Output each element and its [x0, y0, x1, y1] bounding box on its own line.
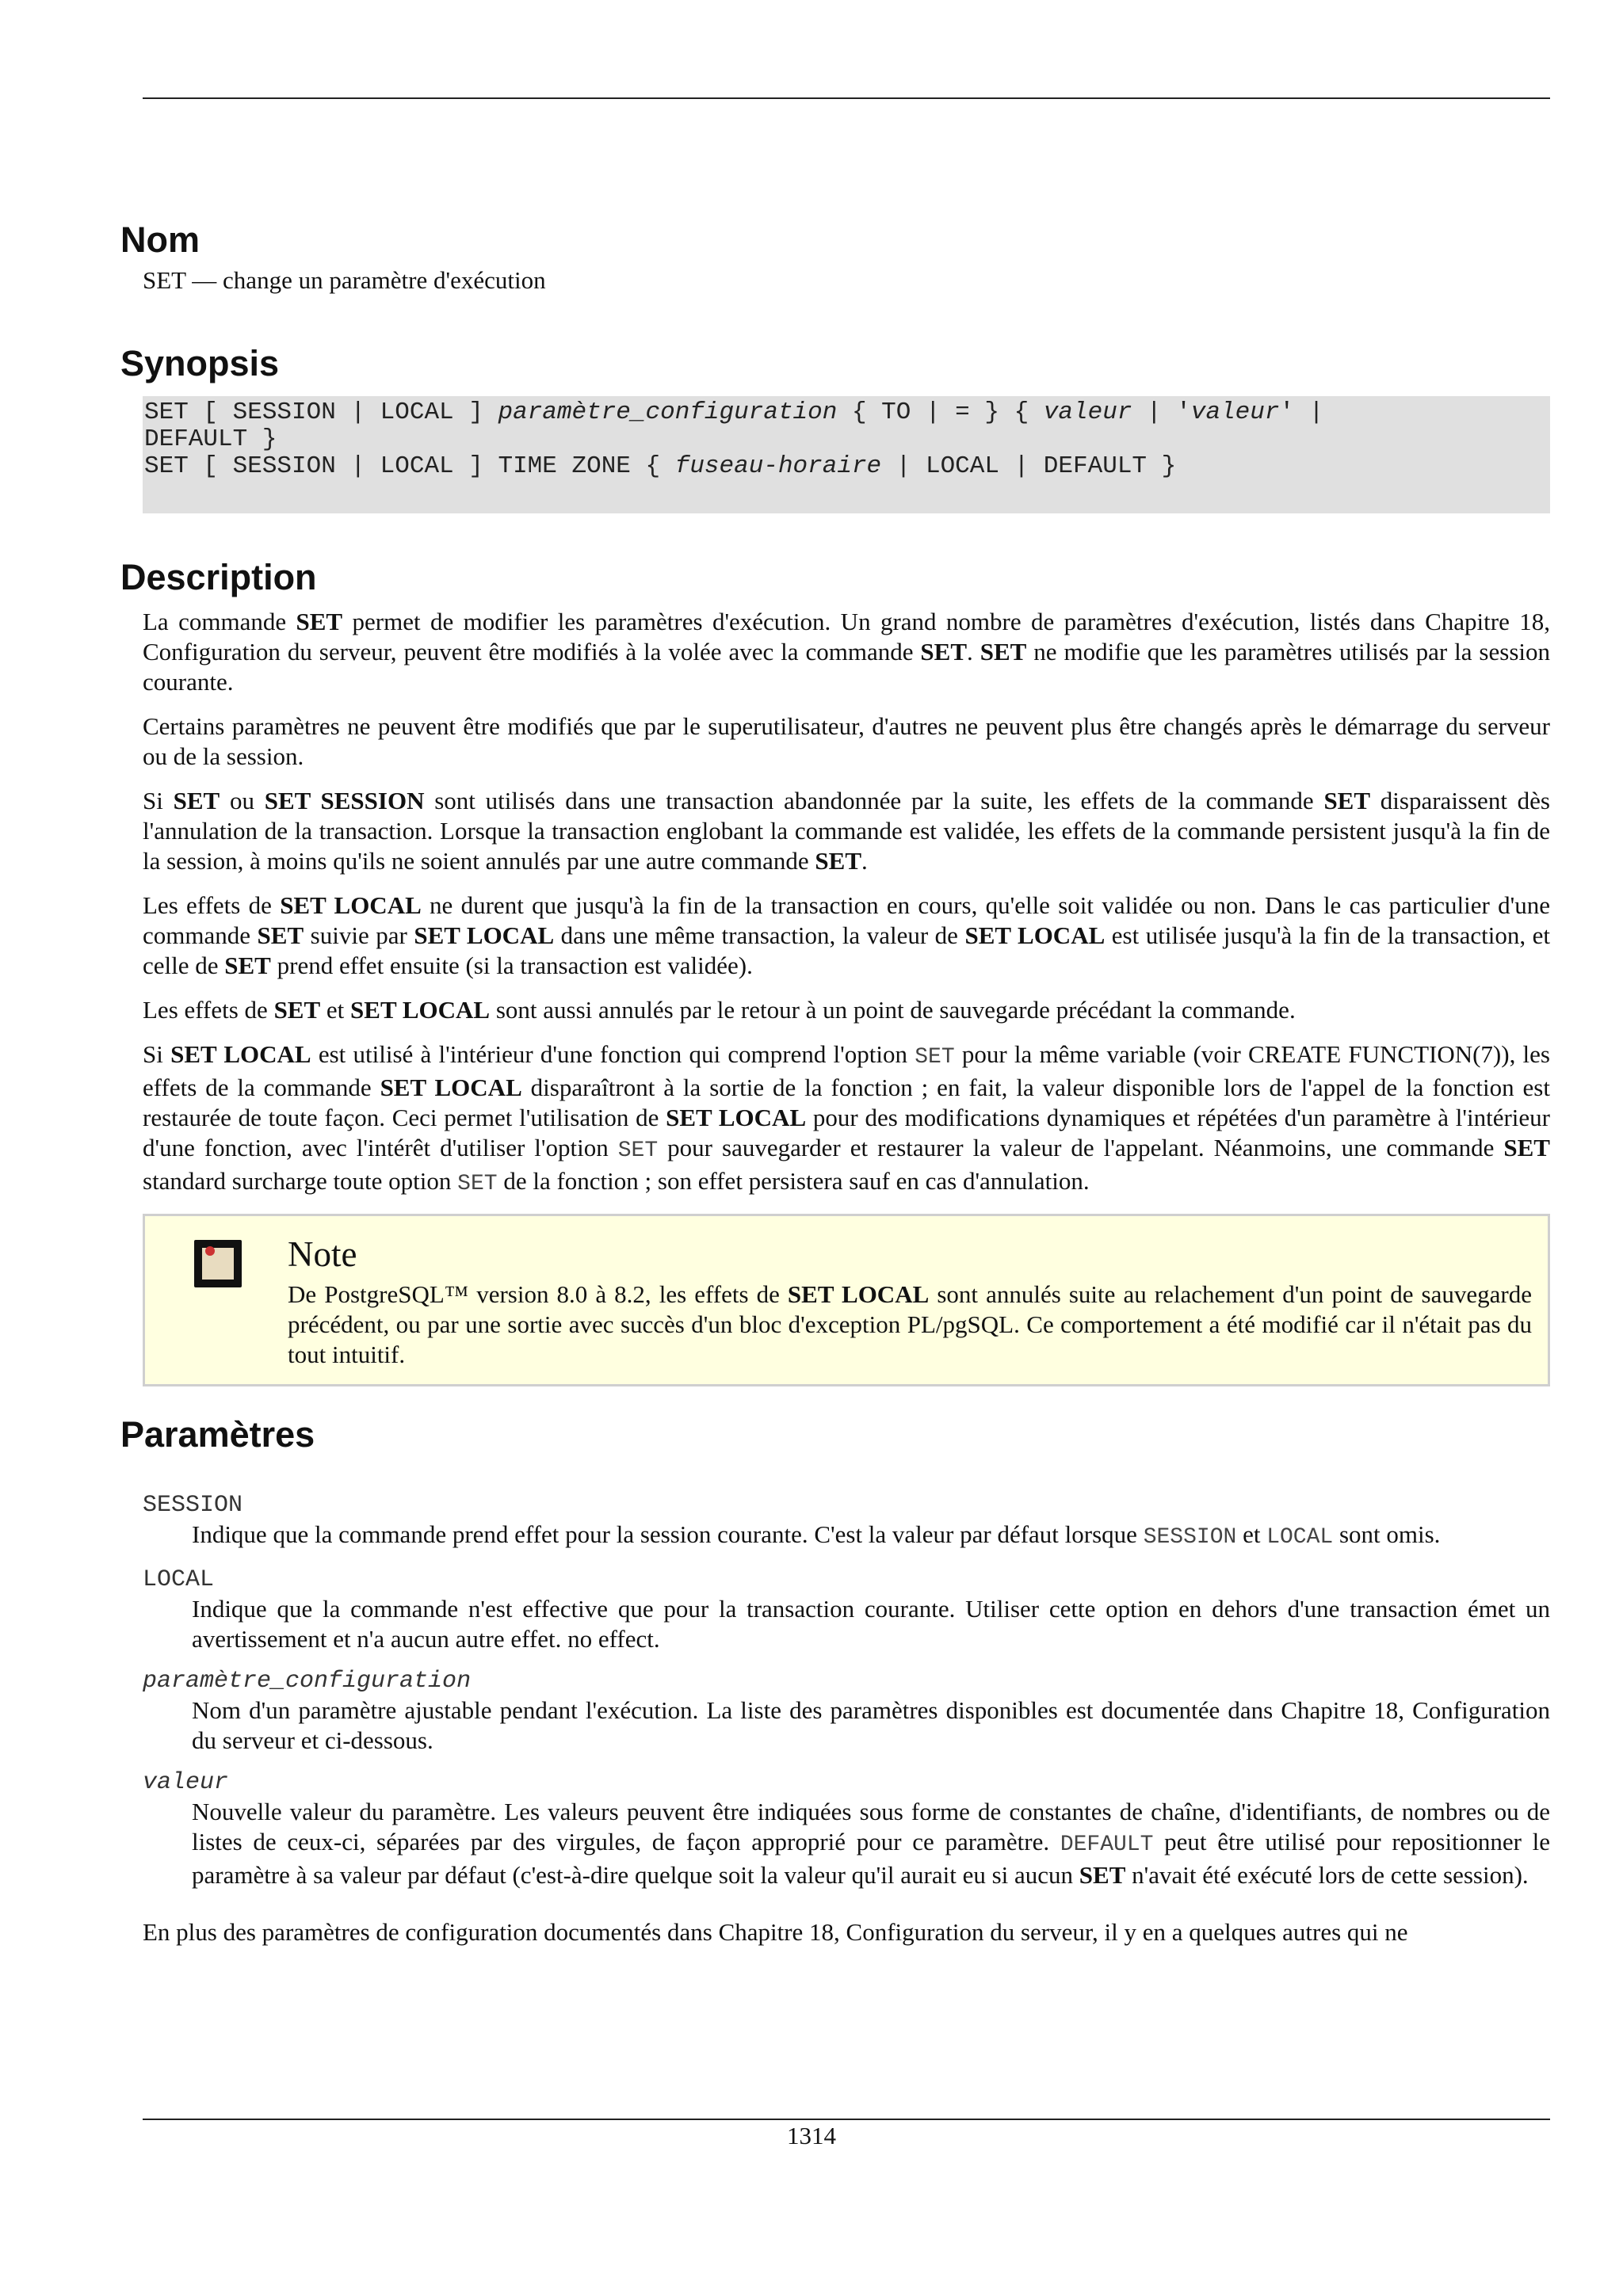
- parameters-continuation: En plus des paramètres de configuration documentés dans Chapitre 18, Configuration du serveur, il y en a quelques autres qui ne: [143, 1918, 1408, 1946]
- description-paragraph-4: Les effets de SET LOCAL ne durent que jusqu'à la fin de la transaction en cours, qu'elle soit validée ou non. Dans le cas particulier d'une commande SET suivie par SET LOCAL dans une même transaction, la valeur de SET LOCAL est utilisée jusqu'à la fin de la transaction, et celle de SET prend effet ensuite (si la transaction est validée).: [143, 891, 1550, 979]
- section-heading-synopsis: Synopsis: [120, 343, 280, 383]
- synopsis-line-1: [144, 399, 1549, 426]
- note-box: [143, 1214, 1550, 1386]
- synopsis-text: SET [ SESSION | LOCAL ]: [144, 399, 498, 426]
- note-title: Note: [288, 1234, 357, 1274]
- synopsis-replaceable: valeur: [1190, 399, 1280, 426]
- synopsis-text: ' |: [1279, 399, 1324, 426]
- footer-rule: [143, 2119, 1550, 2120]
- note-icon: [194, 1240, 242, 1287]
- synopsis-line-3: [144, 453, 1549, 480]
- param-desc-valeur: Nouvelle valeur du paramètre. Les valeurs peuvent être indiquées sous forme de constantes de chaîne, d'identifiants, de nombres ou de listes de ceux-ci, séparées par des virgules, de façon approprié pour ce paramètre. DEFAULT peut être utilisé pour repositionner le paramètre à sa valeur par défaut (c'est-à-dire quelque soit la valeur qu'il aurait eu si aucun SET n'avait été exécuté lors de cette session).: [192, 1798, 1550, 1889]
- synopsis-text: | LOCAL | DEFAULT }: [881, 452, 1177, 480]
- synopsis-replaceable: paramètre_configuration: [498, 399, 838, 426]
- note-text: De PostgreSQL™ version 8.0 à 8.2, les effets de SET LOCAL sont annulés suite au relachement d'un point de sauvegarde précédent, ou par une sortie avec succès d'un bloc d'exception PL/pgSQL. Ce comportement a été modifié car il n'était pas du tout intuitif.: [288, 1280, 1532, 1368]
- description-paragraph-6: Si SET LOCAL est utilisé à l'intérieur d'une fonction qui comprend l'option SET pour la même variable (voir CREATE FUNCTION(7)), les effets de la commande SET LOCAL disparaîtront à la sortie de la fonction ; en fait, la valeur disponible lors de l'appel de la fonction est restaurée de toute façon. Ceci permet l'utilisation de SET LOCAL pour des modifications dynamiques et répétées d'un paramètre à l'intérieur d'une fonction, avec l'intérêt d'utiliser l'option SET pour sauvegarder et restaurer la valeur de l'appelant. Néanmoins, une commande SET standard surcharge toute option SET de la fonction ; son effet persistera sauf en cas d'annulation.: [143, 1040, 1551, 1196]
- param-term-session: SESSION: [143, 1492, 243, 1519]
- synopsis-block: [143, 396, 1550, 513]
- param-desc-local: Indique que la commande n'est effective que pour la transaction courante. Utiliser cette option en dehors d'une transaction émet un avertissement et n'a aucun autre effet. no effect.: [192, 1595, 1550, 1653]
- description-paragraph-3: Si SET ou SET SESSION sont utilisés dans une transaction abandonnée par la suite, les effets de la commande SET disparaissent dès l'annulation de la transaction. Lorsque la transaction englobant la commande est validée, les effets de la commande persistent jusqu'à la fin de la session, à moins qu'ils ne soient annulés par une autre commande SET.: [143, 787, 1550, 875]
- synopsis-replaceable: fuseau-horaire: [674, 452, 882, 480]
- synopsis-text: SET [ SESSION | LOCAL ] TIME ZONE {: [144, 452, 675, 480]
- description-paragraph-1: La commande SET permet de modifier les paramètres d'exécution. Un grand nombre de paramètres d'exécution, listés dans Chapitre 18, Configuration du serveur, peuvent être modifiés à la volée avec la commande SET. SET ne modifie que les paramètres utilisés par la session courante.: [143, 608, 1550, 696]
- page-content: [120, 215, 1550, 1962]
- section-heading-description: Description: [120, 557, 317, 597]
- section-heading-parametres: Paramètres: [120, 1414, 315, 1455]
- param-term-config: paramètre_configuration: [143, 1668, 472, 1695]
- synopsis-text: | ': [1132, 399, 1191, 426]
- synopsis-line-2: DEFAULT }: [144, 425, 277, 453]
- description-paragraph-5: Les effets de SET et SET LOCAL sont aussi annulés par le retour à un point de sauvegarde précédant la commande.: [143, 996, 1296, 1024]
- parameter-list: [143, 1491, 1550, 1890]
- param-term-valeur: valeur: [143, 1769, 229, 1796]
- page-number: 1314: [787, 2122, 836, 2149]
- section-heading-nom: Nom: [120, 219, 200, 260]
- synopsis-replaceable: valeur: [1043, 399, 1132, 426]
- param-desc-session: Indique que la commande prend effet pour la session courante. C'est la valeur par défaut lorsque SESSION et LOCAL sont omis.: [192, 1520, 1441, 1550]
- description-paragraph-2: Certains paramètres ne peuvent être modifiés que par le superutilisateur, d'autres ne peuvent plus être changés après le démarrage du serveur ou de la session.: [143, 712, 1550, 770]
- param-term-local: LOCAL: [143, 1566, 215, 1593]
- param-desc-config: Nom d'un paramètre ajustable pendant l'exécution. La liste des paramètres disponibles est documentée dans Chapitre 18, Configuration du serveur et ci-dessous.: [192, 1696, 1550, 1754]
- synopsis-text: { TO | = } {: [837, 399, 1044, 426]
- refname: SET — change un paramètre d'exécution: [143, 266, 546, 294]
- header-rule: [143, 97, 1550, 99]
